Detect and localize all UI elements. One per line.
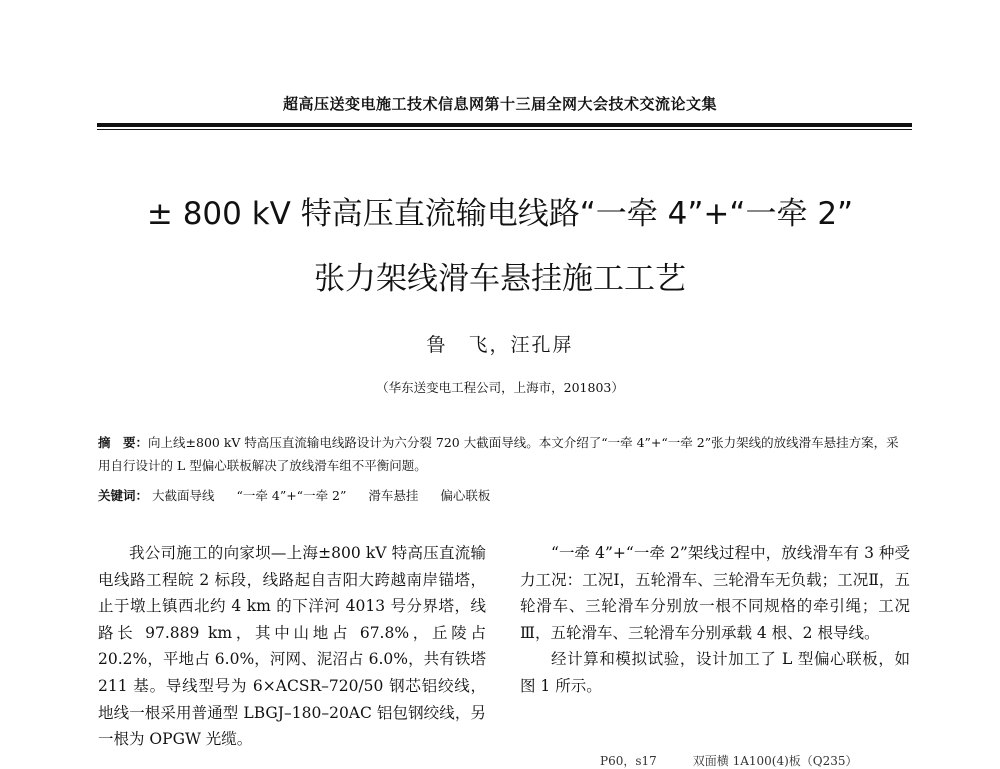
header-rule-thick <box>97 123 912 127</box>
keywords-label: 关键词： <box>98 488 149 503</box>
affiliation: （华东送变电工程公司，上海市，201803） <box>376 380 624 395</box>
body-paragraph: “一牵 4”+“一牵 2”架线过程中，放线滑车有 3 种受力工况：工况Ⅰ，五轮滑车、三轮滑车无负载；工况Ⅱ，五轮滑车、三轮滑车分别放一根不同规格的牵引绳；工况Ⅲ，五轮滑车、三轮滑车分别承载 4 根、2 根导线。 <box>520 544 910 642</box>
body-column-right <box>520 540 910 700</box>
keyword: 大截面导线 <box>152 488 215 503</box>
paper-title-line-1: ± 800 kV 特高压直流输电线路“一牵 4”+“一牵 2” <box>146 196 854 232</box>
body-paragraph: 我公司施工的向家坝—上海±800 kV 特高压直流输电线路工程皖 2 标段，线路起自吉阳大跨越南岸锚塔，止于墩上镇西北约 4 km 的下洋河 4013 号分界塔，线路长 97.889 km，其中山地占 67.8%，丘陵占 20.2%，平地占 6.0%，河网、泥沼占 6.0%，共有铁塔 211 基。导线型号为 6×ACSR–720/50 钢芯铝绞线，地线一根采用普通型 LBGJ–180–20AC 铝包钢绞线，另一根为 OPGW 光缆。 <box>98 544 486 749</box>
keyword: 偏心联板 <box>440 488 491 503</box>
authors: 鲁 飞，汪孔屏 <box>426 334 574 356</box>
abstract-label: 摘 要： <box>98 435 149 450</box>
abstract <box>98 431 910 477</box>
paper-title-line-2: 张力架线滑车悬挂施工工艺 <box>314 261 686 297</box>
abstract-text: 向上线±800 kV 特高压直流输电线路设计为六分裂 720 大截面导线。本文介绍了“一牵 4”+“一牵 2”张力架线的放线滑车悬挂方案，采用自行设计的 L 型偏心联板解决了放线滑车组不平衡问题。 <box>98 435 899 473</box>
header-rule-thin <box>97 129 912 130</box>
keyword: “一牵 4”+“一牵 2” <box>236 488 347 503</box>
body-column-left <box>98 540 486 753</box>
keywords <box>98 484 910 507</box>
proceedings-header: 超高压送变电施工技术信息网第十三届全网大会技术交流论文集 <box>282 95 717 113</box>
keyword: 滑车悬挂 <box>368 488 419 503</box>
body-paragraph: 经计算和模拟试验，设计加工了 L 型偏心联板，如图 1 所示。 <box>520 650 910 695</box>
figure-caption-partial: P60，s17 双面横 1A100(4)板（Q235） <box>600 754 858 768</box>
